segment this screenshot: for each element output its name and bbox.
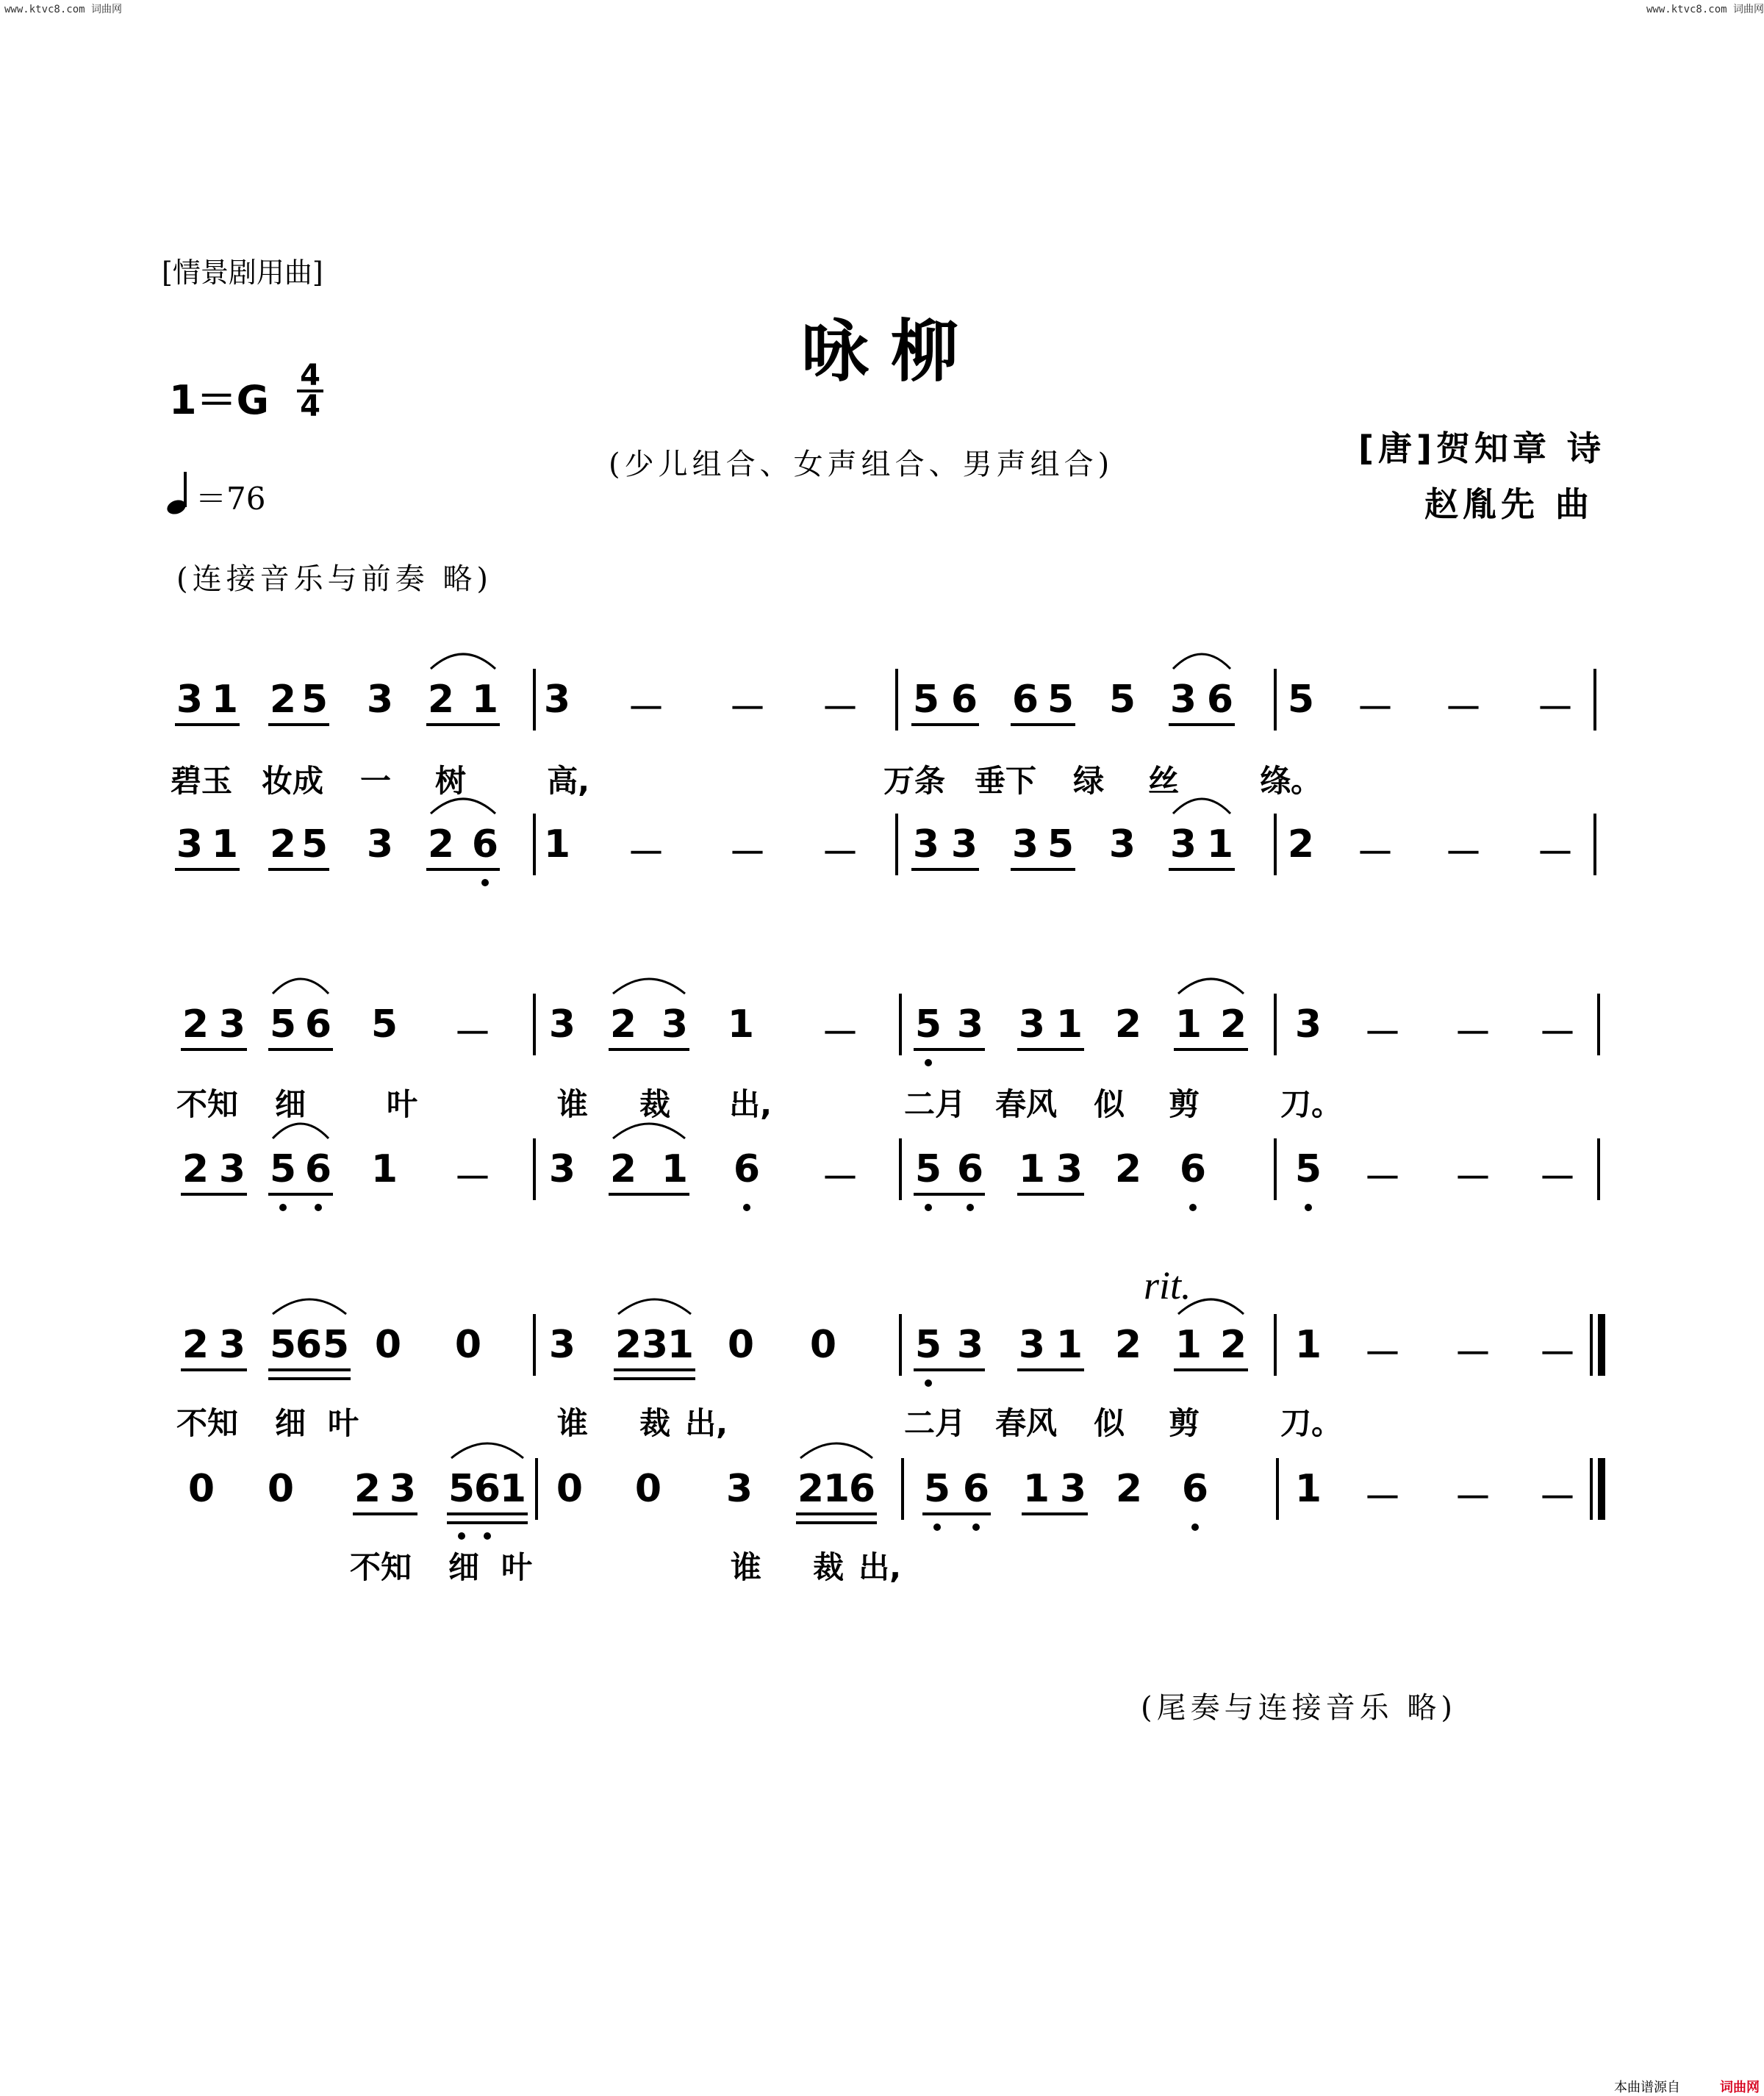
score-note: 3: [176, 678, 204, 722]
score-note: 2: [354, 1467, 381, 1511]
lyric-word: 细: [448, 1549, 480, 1585]
subtitle: (少儿组合、女声组合、男声组合): [609, 448, 1114, 481]
score-note: 2: [182, 1323, 209, 1367]
score-note: 3: [1108, 822, 1136, 866]
score-note: 1: [822, 1467, 850, 1511]
octave-dot: [279, 1204, 287, 1211]
score-note: 2: [427, 822, 455, 866]
lyric-line-1: [171, 757, 1322, 801]
score-note: 6: [950, 678, 978, 722]
rit-marking: rit.: [1144, 1263, 1191, 1307]
score-note: 6: [733, 1147, 761, 1191]
page-title: 咏柳: [801, 312, 981, 391]
slur: [1178, 979, 1244, 994]
octave-dot: [972, 1523, 980, 1531]
score-note: 5: [301, 822, 329, 866]
score-note: 5: [912, 678, 940, 722]
score-note: 5: [269, 1147, 297, 1191]
lyric-word: 裁: [639, 1405, 671, 1441]
score-note: 3: [543, 678, 571, 722]
lyric-word: 似: [1094, 1405, 1125, 1441]
time-signature-bottom: 4: [300, 390, 320, 423]
score-note: 2: [1287, 822, 1315, 866]
score-note: 3: [1169, 822, 1197, 866]
score-note: 3: [389, 1467, 417, 1511]
lyric-word: 出,: [858, 1549, 902, 1585]
score-note: －: [1454, 1332, 1493, 1377]
score-note: 1: [211, 822, 239, 866]
lyric-word: 妆成: [262, 763, 324, 799]
lyric-word: 丝: [1148, 763, 1180, 799]
score-note: －: [821, 687, 860, 731]
score-note: 2: [182, 1147, 209, 1191]
score-note: 3: [218, 1002, 246, 1047]
score-note: 6: [304, 1147, 332, 1191]
slur: [613, 1124, 685, 1138]
outro-note: (尾奏与连接音乐 略): [1141, 1691, 1457, 1725]
score-note: 6: [1179, 1147, 1207, 1191]
tempo-value: ＝76: [196, 481, 266, 517]
score-note: 3: [912, 822, 940, 866]
lyric-word: 春风: [995, 1405, 1058, 1441]
octave-dot: [315, 1204, 322, 1211]
octave-dot: [933, 1523, 941, 1531]
score-note: 5: [914, 1002, 942, 1047]
slur: [431, 654, 495, 669]
octave-dot: [484, 1532, 491, 1540]
score-note: 2: [269, 678, 297, 722]
score-note: －: [1444, 687, 1483, 731]
lyric-word: 绿: [1073, 763, 1105, 799]
lyric-word: 似: [1094, 1086, 1125, 1122]
lyric-word: 谁: [731, 1549, 762, 1585]
score-note: 0: [727, 1323, 755, 1367]
lyric-word: 绦。: [1260, 763, 1322, 799]
score-note: 2: [182, 1002, 209, 1047]
score-note: －: [821, 832, 860, 876]
lyric-word: 二月: [904, 1405, 967, 1441]
score-note: 0: [267, 1467, 295, 1511]
score-note: 6: [1181, 1467, 1209, 1511]
score-note: 3: [1018, 1323, 1046, 1367]
lyric-word: 出,: [729, 1086, 772, 1122]
lyric-word: 谁: [557, 1405, 589, 1441]
lyric-word: 叶: [501, 1549, 533, 1585]
score-note: －: [1538, 1476, 1577, 1521]
lyric-line-2: [176, 1080, 1342, 1124]
score-note: 0: [454, 1323, 482, 1367]
lyric-word: 细: [275, 1086, 306, 1122]
lyricist: [唐]贺知章 诗: [1358, 428, 1606, 468]
lyric-word: 细: [275, 1405, 306, 1441]
score-note: 6: [848, 1467, 876, 1511]
score-note: 5: [301, 678, 329, 722]
score-note: －: [1363, 1332, 1402, 1377]
score-note: －: [821, 1157, 860, 1201]
score-note: 1: [1175, 1323, 1202, 1367]
octave-dot: [1191, 1523, 1199, 1531]
watermark-left: www.ktvc8.com 词曲网: [4, 4, 123, 15]
score-note: －: [627, 687, 666, 731]
score-note: 2: [1219, 1323, 1247, 1367]
score-note: 3: [641, 1323, 669, 1367]
score-note: 2: [1114, 1147, 1142, 1191]
slur: [273, 1299, 346, 1314]
lyric-word: 裁: [639, 1086, 671, 1122]
slur: [431, 799, 495, 814]
score-note: 0: [634, 1467, 662, 1511]
slur: [273, 1124, 329, 1138]
lyric-word: 二月: [904, 1086, 967, 1122]
lyric-word: 裁: [813, 1549, 845, 1585]
intro-note: (连接音乐与前奏 略): [176, 562, 492, 596]
octave-dot: [925, 1379, 932, 1387]
lyric-word: 树: [435, 763, 467, 799]
lyric-word: 不知: [350, 1549, 412, 1585]
score-note: 5: [1287, 678, 1315, 722]
footer-source: 本曲谱源自: [1614, 2080, 1680, 2095]
lyric-word: 不知: [176, 1086, 239, 1122]
score-note: 2: [1219, 1002, 1247, 1047]
score-note: －: [821, 1012, 860, 1056]
lyric-line-3: [176, 1399, 1342, 1443]
score-note: 5: [923, 1467, 951, 1511]
octave-dot: [967, 1204, 974, 1211]
score-note: 1: [1294, 1323, 1322, 1367]
score-note: 0: [187, 1467, 215, 1511]
score-note: －: [627, 832, 666, 876]
score-note: 0: [374, 1323, 402, 1367]
octave-dot: [743, 1204, 750, 1211]
score-note: －: [1538, 1012, 1577, 1056]
score-note: 3: [956, 1323, 984, 1367]
score-note: 6: [295, 1323, 323, 1367]
score-note: 6: [1011, 678, 1039, 722]
score-note: 6: [473, 1467, 501, 1511]
octave-dot: [925, 1059, 932, 1066]
score-note: －: [1444, 832, 1483, 876]
score-note: 5: [322, 1323, 350, 1367]
score-note: 1: [1294, 1467, 1322, 1511]
score-note: 3: [366, 678, 394, 722]
score-note: 1: [1018, 1147, 1046, 1191]
score-note: 3: [176, 822, 204, 866]
lyric-word: 一: [360, 763, 392, 799]
score-note: 2: [614, 1323, 642, 1367]
score-note: 6: [956, 1147, 984, 1191]
score-note: 2: [609, 1002, 637, 1047]
slur: [1173, 654, 1230, 669]
key-signature: 1＝G: [169, 377, 269, 423]
score-note: －: [1536, 687, 1575, 731]
slur: [613, 979, 685, 994]
score-note: －: [728, 832, 767, 876]
score-note: 1: [1055, 1002, 1083, 1047]
score-note: 3: [1011, 822, 1039, 866]
score-note: 1: [471, 678, 499, 722]
score-note: 3: [548, 1147, 576, 1191]
score-note: 3: [1169, 678, 1197, 722]
score-note: 1: [1022, 1467, 1050, 1511]
score-note: －: [453, 1012, 492, 1056]
lyric-line-4: [350, 1543, 901, 1587]
score-note: 2: [1114, 1323, 1142, 1367]
lyric-word: 剪: [1169, 1405, 1200, 1441]
score-note: －: [1538, 1332, 1577, 1377]
slur: [273, 979, 329, 994]
score-note: 6: [304, 1002, 332, 1047]
score-note: 2: [797, 1467, 825, 1511]
score-note: 3: [218, 1323, 246, 1367]
lyric-word: 垂下: [975, 763, 1037, 799]
lyric-word: 叶: [328, 1405, 359, 1441]
score-note: 5: [914, 1147, 942, 1191]
score-note: －: [1454, 1157, 1493, 1201]
score-note: －: [1363, 1476, 1402, 1521]
score-note: 2: [1115, 1467, 1143, 1511]
composer: 赵胤先 曲: [1424, 484, 1594, 524]
category-label: [情景剧用曲]: [162, 256, 323, 289]
slur: [1173, 799, 1230, 814]
time-signature-top: 4: [300, 359, 320, 392]
score-note: 5: [1047, 822, 1075, 866]
score-note: －: [453, 1157, 492, 1201]
lyric-word: 谁: [557, 1086, 589, 1122]
score-note: 3: [548, 1002, 576, 1047]
score-note: 3: [725, 1467, 753, 1511]
score-note: 1: [370, 1147, 398, 1191]
slur: [800, 1443, 872, 1458]
score-note: 3: [1294, 1002, 1322, 1047]
score-note: 3: [950, 822, 978, 866]
score-note: 5: [448, 1467, 476, 1511]
score-note: －: [1363, 1157, 1402, 1201]
score-note: 3: [1055, 1147, 1083, 1191]
score-note: 5: [269, 1323, 297, 1367]
score-note: －: [1538, 1157, 1577, 1201]
score-note: 2: [1114, 1002, 1142, 1047]
lyric-word: 高,: [547, 763, 590, 799]
octave-dot: [925, 1204, 932, 1211]
score-note: －: [1356, 832, 1395, 876]
score-note: 1: [1055, 1323, 1083, 1367]
score-note: 5: [1294, 1147, 1322, 1191]
score-note: －: [1536, 832, 1575, 876]
score-note: 3: [1059, 1467, 1087, 1511]
score-note: 5: [1047, 678, 1075, 722]
score-note: 0: [809, 1323, 837, 1367]
score-note: 1: [727, 1002, 755, 1047]
footer-brand: 词曲网: [1720, 2080, 1760, 2095]
lyric-word: 不知: [176, 1405, 239, 1441]
score-note: 1: [499, 1467, 527, 1511]
slur: [451, 1443, 523, 1458]
score-note: 1: [667, 1323, 695, 1367]
score-note: 6: [471, 822, 499, 866]
score-note: 0: [556, 1467, 584, 1511]
score-note: 6: [1206, 678, 1234, 722]
score-note: －: [1363, 1012, 1402, 1056]
octave-dot: [1189, 1204, 1197, 1211]
octave-dot: [1305, 1204, 1312, 1211]
score-note: 5: [269, 1002, 297, 1047]
score-note: 2: [609, 1147, 637, 1191]
score-note: 3: [366, 822, 394, 866]
score-note: 2: [269, 822, 297, 866]
score-note: 1: [661, 1147, 689, 1191]
score-note: 1: [1175, 1002, 1202, 1047]
lyric-word: 碧玉: [171, 763, 233, 799]
score-note: 5: [1108, 678, 1136, 722]
score-note: 6: [962, 1467, 990, 1511]
lyric-word: 万条: [883, 763, 946, 799]
watermark-right: www.ktvc8.com 词曲网: [1646, 4, 1764, 15]
score-note: 1: [543, 822, 571, 866]
octave-dot: [458, 1532, 465, 1540]
score-note: 3: [661, 1002, 689, 1047]
score-note: －: [1356, 687, 1395, 731]
score-note: 2: [427, 678, 455, 722]
score-note: 1: [1206, 822, 1234, 866]
octave-dot: [481, 879, 489, 886]
score-note: －: [728, 687, 767, 731]
score-note: 3: [548, 1323, 576, 1367]
lyric-word: 刀。: [1280, 1086, 1343, 1122]
lyric-word: 剪: [1169, 1086, 1200, 1122]
lyric-word: 叶: [387, 1086, 418, 1122]
lyric-word: 出,: [685, 1405, 728, 1441]
score-note: 5: [914, 1323, 942, 1367]
lyric-word: 春风: [995, 1086, 1058, 1122]
lyric-word: 刀。: [1280, 1405, 1343, 1441]
slur: [618, 1299, 691, 1314]
score-note: 3: [218, 1147, 246, 1191]
score-note: 5: [370, 1002, 398, 1047]
score-note: 3: [956, 1002, 984, 1047]
score-note: －: [1454, 1012, 1493, 1056]
score-note: 3: [1018, 1002, 1046, 1047]
score-note: －: [1454, 1476, 1493, 1521]
score-note: 1: [211, 678, 239, 722]
